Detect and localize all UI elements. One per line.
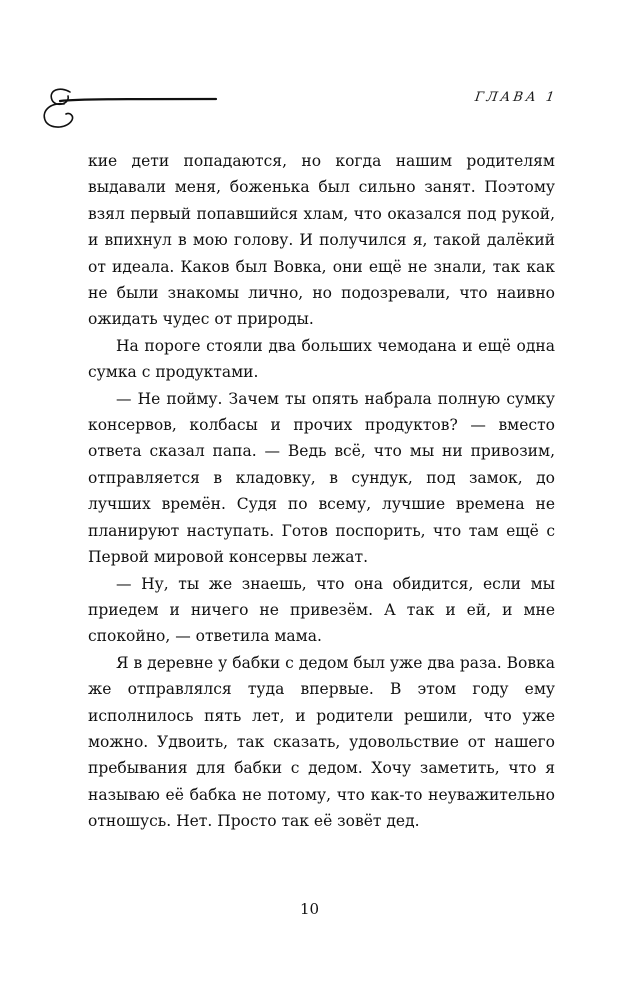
paragraph: На пороге стояли два больших чемодана и ещё одна сумка с продуктами.: [88, 336, 555, 382]
dialogue-paragraph: — Не пойму. Зачем ты опять набрала полную сумку консервов, колбасы и прочих продуктов? — вместо ответа сказал папа. — Ведь всё, что мы ни привозим, отправляется в кладовку, в сундук, под замок, до лучших времён. Судя по всему, лучшие времена не планируют наступать. Готов поспорить, что там ещё с Первой мировой консервы лежат.: [88, 389, 555, 567]
paragraph: Я в деревне у бабки с дедом был уже два раза. Вовка же отправлялся туда впервые. В этом году ему исполнилось пять лет, и родители решили, что уже можно. Удвоить, так сказать, удовольствие от нашего пребывания для бабки с дедом. Хочу заметить, что я называю её бабка не потому, что как-то неуважительно отношусь. Нет. Просто так её зовёт дед.: [88, 653, 555, 831]
flourish-rule-icon: [38, 86, 218, 132]
dialogue-paragraph: — Ну, ты же знаешь, что она обидится, если мы приедем и ничего не привезём. А так и ей, и мне спокойно, — ответила мама.: [88, 574, 555, 646]
page-number: 10: [299, 900, 320, 918]
chapter-label: ГЛАВА 1: [473, 90, 559, 105]
running-head: [0, 0, 619, 150]
paragraph-continued: кие дети попадаются, но когда нашим родителям выдавали меня, боженька был сильно занят. Поэтому взял первый попавшийся хлам, что оказался под рукой, и впихнул в мою голову. И получился я, такой далёкий от идеала. Каков был Вовка, они ещё не знали, так как не были знакомы лично, но подозревали, что наивно ожидать чудес от природы.: [88, 152, 555, 329]
body-text: [88, 148, 555, 835]
